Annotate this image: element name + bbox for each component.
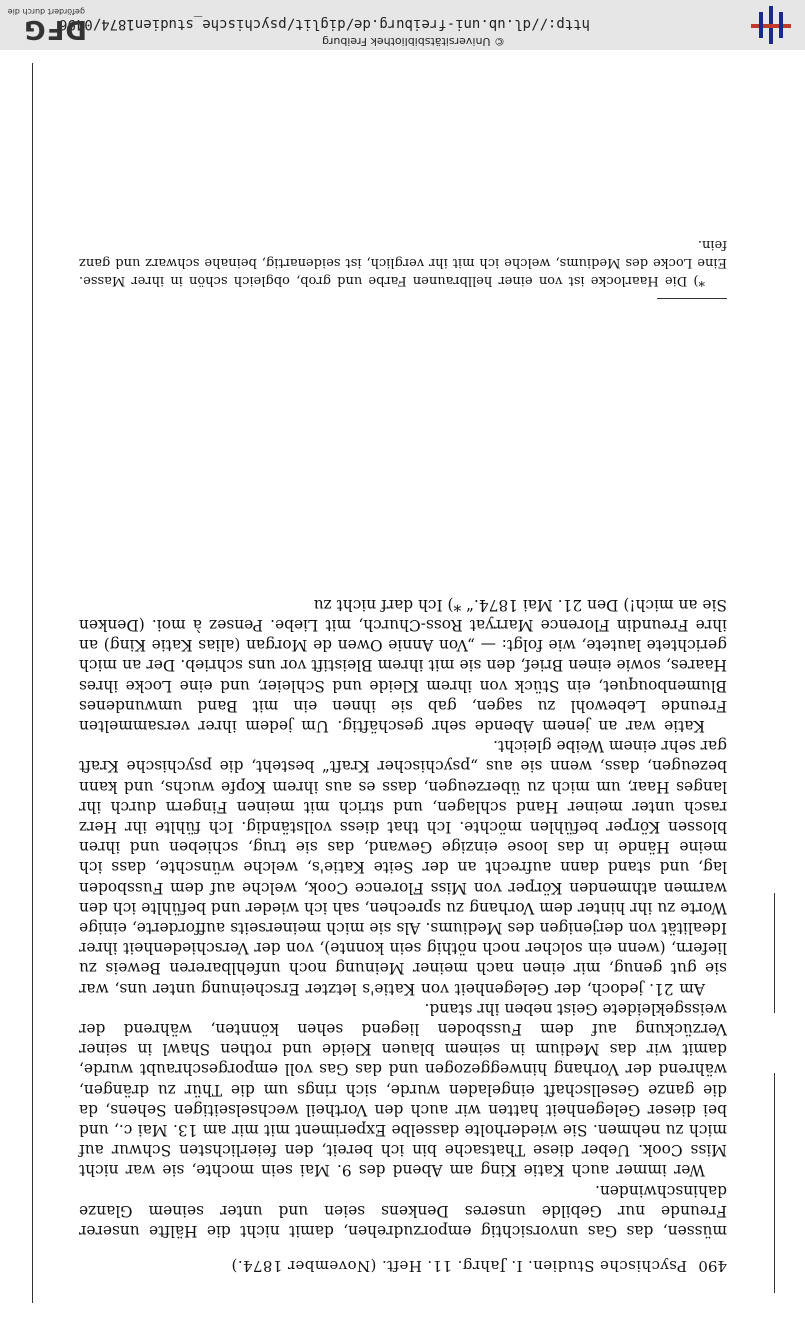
- dfg-logo: DFG: [23, 14, 87, 44]
- running-header: [87, 1251, 727, 1275]
- running-title: Psychische Studien. I. Jahrg. 11. Heft. (November 1874.): [231, 1257, 687, 1275]
- footnote: *) Die Haarlocke ist von einer hellbraunen Farbe und grob, obgleich schön in ihrer Masse. Eine Locke des Mediums, welche ich mit ihr verglich, ist seidenartig, beinahe schwarz und ganz fein.: [79, 237, 727, 288]
- main-text: [79, 595, 727, 1242]
- page-edge-line: [774, 1073, 775, 1293]
- page-edge-line: [774, 893, 775, 1013]
- viewer-footer-band: [0, 0, 805, 50]
- page-edge-line: [32, 63, 33, 1303]
- paragraph: Am 21. jedoch, der Gelegenheit von Katie's letzter Erscheinung unter uns, war sie gut genug, mir einen nach meiner Meinung noch unfehlbareren Beweis zu liefern, (wenn ein solcher noch nöthig sein konnte), von der Verschiedenheit ihrer Idealität von derjenigen des Mediums. Als sie mich meinerseits aufforderte, einige Worte zu ihr hinter dem Vorhang zu sprechen, sah ich wieder und befühlte ich den warmen athmenden Körper von Miss Florence Cook, welche auf dem Fussboden lag, und stand dann aufrecht an der Seite Katie's, welche wünschte, dass ich meine Hände in das loose einzige Gewand, das sie trug, schieben und ihren blossen Körper befühlen möchte. Ich that diess vollständig. Ich fühlte ihr Herz rasch unter meiner Hand schlagen, und strich mit meinen Fingern durch ihr langes Haar, um mich zu überzeugen, dass es aus ihrem Kopfe wuchs, und kann bezeugen, dass, wenn sie aus „psychischer Kraft“ besteht, die psychische Kraft gar sehr einem Weibe gleicht.: [79, 737, 727, 998]
- library-logo-icon: [751, 6, 791, 44]
- source-url[interactable]: http://dl.ub.uni-freiburg.de/diglit/psychische_studien1874/0496: [58, 16, 590, 32]
- paragraph: Wer immer auch Katie King am Abend des 9. Mai sein mochte, sie war nicht Miss Cook. Ueber diese Thatsache bin ich bereit, den feierlichsten Schwur auf mich zu nehmen. Sie wiederholte dasselbe Experiment mit mir am 13. Mai c., und bei dieser Gelegenheit hatten wir auch den Vortheil wechselseitigen Sehens, da die ganze Gesellschaft eingeladen wurde, sich rings um die Thür zu drängen, während der Vorhang hinweggezogen und das Gas voll emporgeschraubt wurde, damit wir das Medium in seinem blauen Kleide und rothen Shawl in seiner Verzückung auf dem Fussboden liegend sehen könnten, während der weissgekleidete Geist neben ihr stand.: [79, 999, 727, 1180]
- copyright-notice: © Universitätsbibliothek Freiburg: [322, 35, 505, 48]
- footnote-separator: [657, 298, 727, 299]
- dfg-logo-caption: gefördert durch die: [7, 7, 85, 16]
- page-number: 490: [698, 1257, 727, 1275]
- paragraph: müssen, das Gas unvorsichtig emporzudrehen, damit nicht die Hälfte unserer Freunde nur Gebilde unseres Denkens seien und unter seinem Glanze dahinschwinden.: [79, 1181, 727, 1240]
- paragraph: Katie war an jenem Abende sehr geschäftig. Um jedem ihrer versammelten Freunde Lebewohl zu sagen, gab sie ihnen ein mit Band umwundenes Blumenbouquet, ein Stück von ihrem Kleide und Schleier, und eine Locke ihres Haares, sowie einen Brief, den sie mit ihrem Bleistift vor uns schrieb. Der an mich gerichtete lautete, wie folgt: — „Von Annie Owen de Morgan (alias Katie King) an ihre Freundin Florence Marryat Ross-Church, mit Liebe. Pensez à moi. (Denken Sie an mich!) Den 21. Mai 1874.“ *) Ich darf nicht zu: [79, 595, 727, 735]
